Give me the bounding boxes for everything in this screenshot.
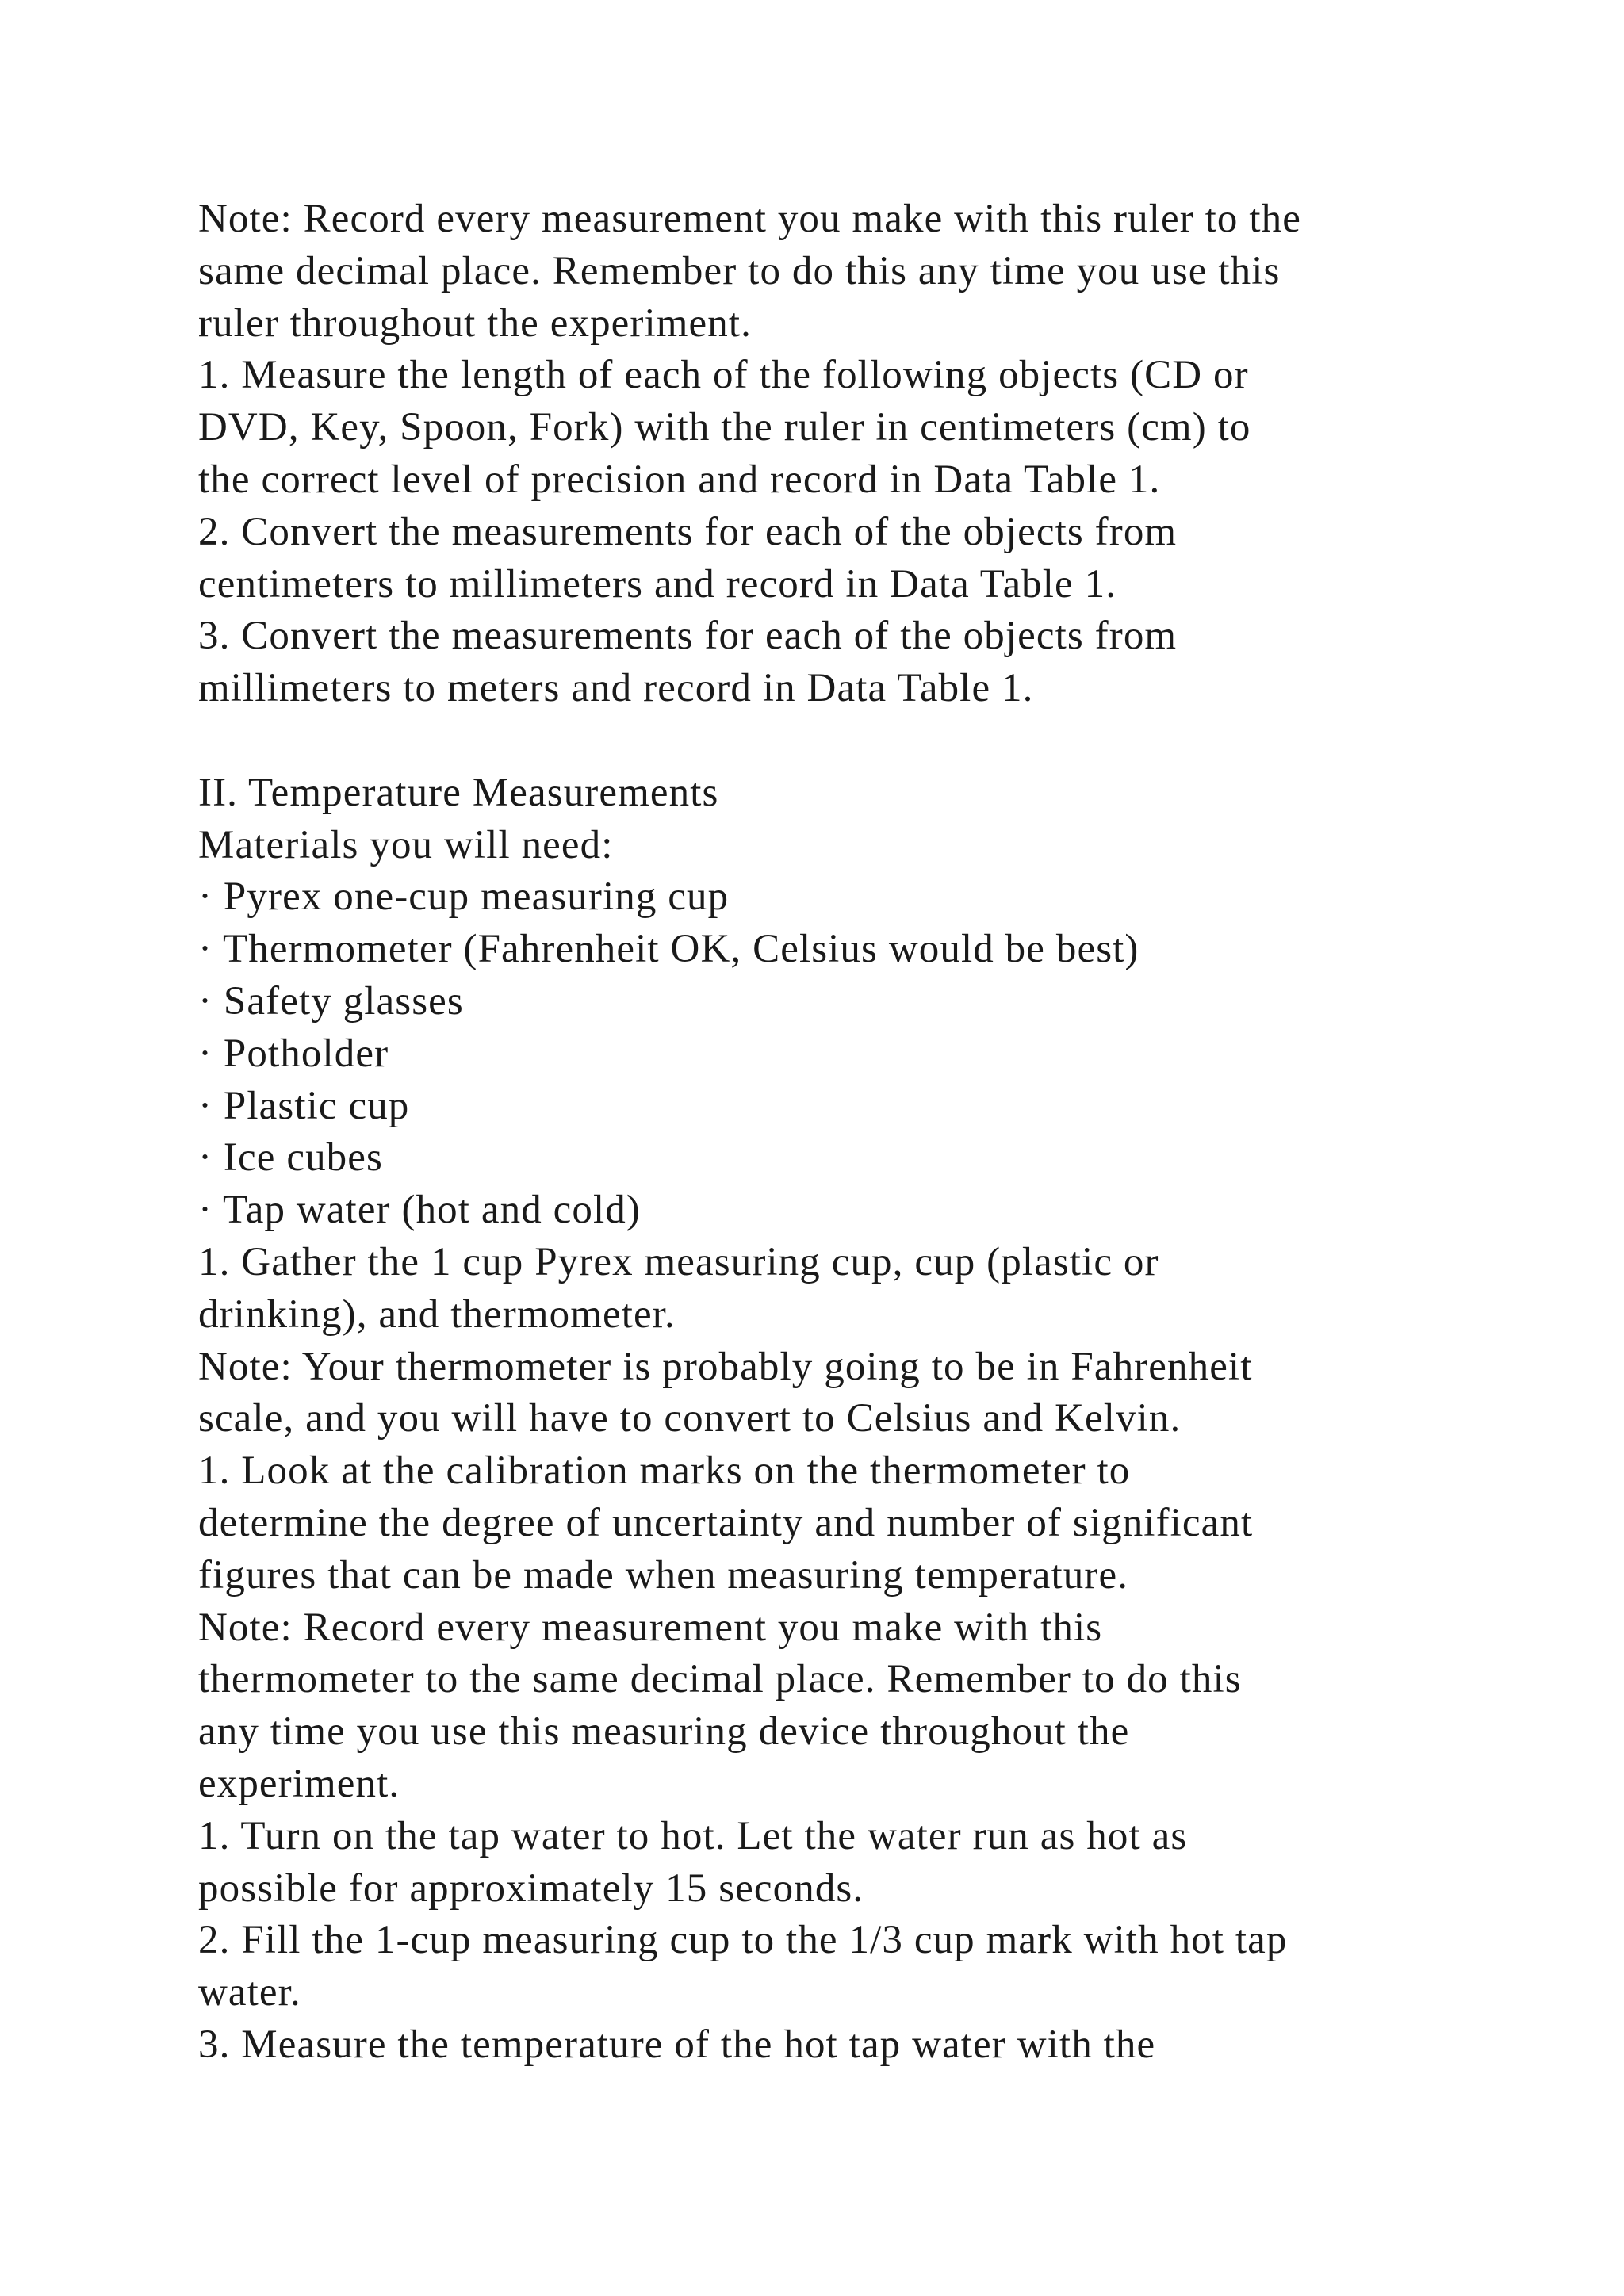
text-line: Note: Record every measurement you make with this ruler to the [198,197,1301,241]
text-line: millimeters to meters and record in Data Table 1. [198,666,1034,711]
text-line: 2. Convert the measurements for each of the objects from [198,509,1178,554]
text-line: Note: Record every measurement you make with this [198,1605,1103,1650]
list-item: · Tap water (hot and cold) [198,1188,641,1233]
text-line: drinking), and thermometer. [198,1292,676,1337]
text-line: scale, and you will have to convert to Celsius and Kelvin. [198,1396,1182,1441]
text-line: figures that can be made when measuring temperature. [198,1552,1129,1598]
text-line: 3. Measure the temperature of the hot tap water with the [198,2022,1156,2067]
list-item: · Plastic cup [198,1083,410,1128]
text-line: determine the degree of uncertainty and number of significant [198,1500,1254,1545]
text-line: the correct level of precision and record in Data Table 1. [198,457,1161,502]
section-heading: II. Temperature Measurements [198,770,719,815]
text-line: possible for approximately 15 seconds. [198,1866,864,1911]
list-item: · Thermometer (Fahrenheit OK, Celsius would be best) [198,927,1139,972]
text-line: any time you use this measuring device throughout the [198,1709,1130,1755]
text-line: 1. Look at the calibration marks on the thermometer to [198,1448,1131,1494]
list-item: · Potholder [198,1031,389,1076]
text-line: centimeters to millimeters and record in Data Table 1. [198,561,1117,607]
text-line: Materials you will need: [198,822,614,867]
text-line: ruler throughout the experiment. [198,300,753,346]
text-line: thermometer to the same decimal place. Remember to do this [198,1657,1242,1702]
list-item: · Pyrex one-cup measuring cup [198,874,730,920]
text-line: 1. Gather the 1 cup Pyrex measuring cup, cup (plastic or [198,1239,1159,1284]
text-line: water. [198,1970,301,2015]
text-line: experiment. [198,1761,400,1806]
text-line: 3. Convert the measurements for each of the objects from [198,614,1178,659]
blank-line [198,715,1546,767]
document-body [198,193,1546,2072]
text-line: Note: Your thermometer is probably going to be in Fahrenheit [198,1344,1253,1389]
list-item: · Ice cubes [198,1135,383,1181]
text-line: DVD, Key, Spoon, Fork) with the ruler in centimeters (cm) to [198,405,1251,450]
text-line: 1. Measure the length of each of the following objects (CD or [198,353,1249,398]
list-item: · Safety glasses [198,978,464,1024]
text-line: 1. Turn on the tap water to hot. Let the water run as hot as [198,1813,1188,1858]
text-line: same decimal place. Remember to do this any time you use this [198,248,1281,293]
text-line: 2. Fill the 1-cup measuring cup to the 1/3 cup mark with hot tap [198,1918,1288,1963]
